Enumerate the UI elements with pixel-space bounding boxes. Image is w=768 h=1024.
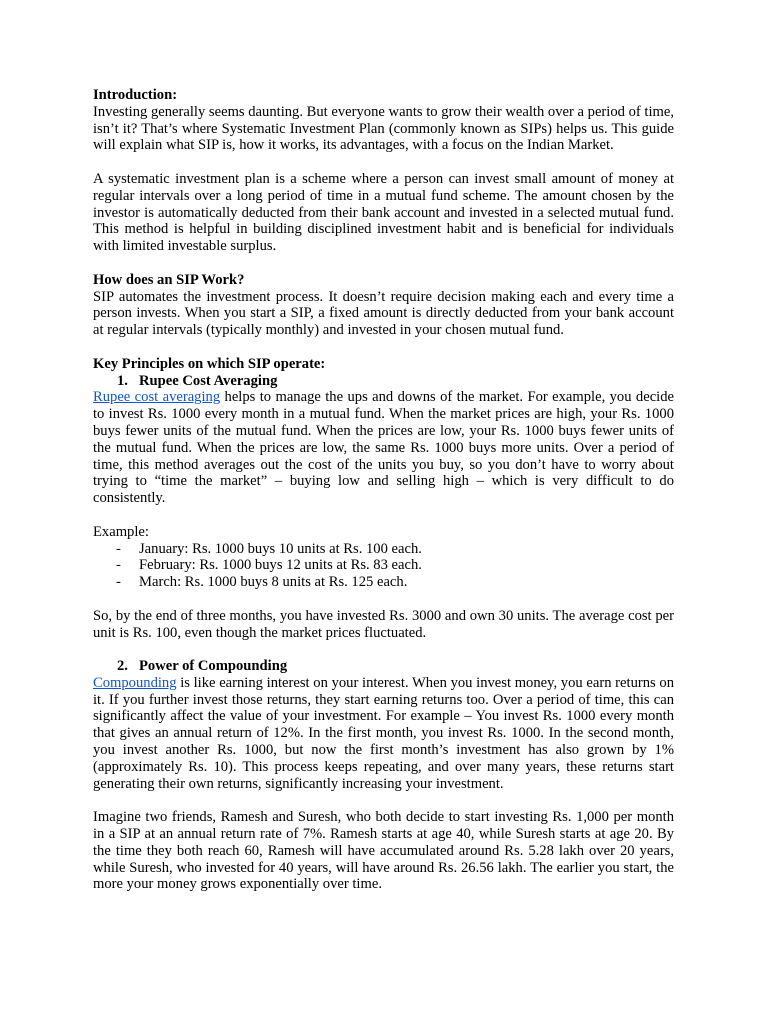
rca-paragraph xyxy=(93,389,674,507)
compounding-number: 2. xyxy=(117,658,128,675)
compounding-title: Power of Compounding xyxy=(139,658,288,675)
spacer xyxy=(93,792,674,809)
rca-summary: So, by the end of three months, you have invested Rs. 3000 and own 30 units. The average cost per unit is Rs. 100, even though the market prices fluctuated. xyxy=(93,607,674,641)
spacer xyxy=(93,154,674,171)
document-page xyxy=(93,87,674,893)
example-list xyxy=(93,541,674,591)
dash-bullet: - xyxy=(116,540,121,557)
rupee-cost-averaging-link[interactable]: Rupee cost averaging xyxy=(93,389,221,406)
example-text: March: Rs. 1000 buys 8 units at Rs. 125 each. xyxy=(139,574,408,591)
spacer xyxy=(93,339,674,356)
dash-bullet: - xyxy=(116,574,121,591)
rca-title: Rupee Cost Averaging xyxy=(139,372,278,389)
rca-number: 1. xyxy=(117,372,128,389)
spacer xyxy=(93,591,674,608)
list-item xyxy=(93,541,674,558)
example-label: Example: xyxy=(93,523,149,540)
dash-bullet: - xyxy=(116,557,121,574)
spacer xyxy=(93,507,674,524)
rca-heading xyxy=(93,373,674,390)
intro-heading: Introduction: xyxy=(93,87,178,103)
compounding-example-paragraph: Imagine two friends, Ramesh and Suresh, who both decide to start investing Rs. 1,000 per month in a SIP at an annual return rate of 7%. Ramesh starts at age 40, while Suresh starts at age 20. By the time they both reach 60, Ramesh will have accumulated around Rs. 5.28 lakh over 20 years, while Suresh, who invested for 40 years, will have around Rs. 26.56 lakh. The earlier you start, the more your money grows exponentially over time. xyxy=(93,809,674,893)
spacer xyxy=(93,641,674,658)
principles-heading: Key Principles on which SIP operate: xyxy=(93,355,326,372)
intro-paragraph-1: Investing generally seems daunting. But everyone wants to grow their wealth over a period of time, isn’t it? That’s where Systematic Investment Plan (commonly known as SIPs) helps us. This guide will explain what SIP is, how it works, its advantages, with a focus on the Indian Market. xyxy=(93,103,674,154)
list-item xyxy=(93,574,674,591)
rca-paragraph-text: helps to manage the ups and downs of the market. For example, you decide to invest Rs. 1000 every month in a mutual fund. When the market prices are high, your Rs. 1000 buys fewer units of the mutual fund. When the prices are low, your Rs. 1000 buys fewer units of the mutual fund. When the prices are low, the same Rs. 1000 buys more units. Over a period of time, this method averages out the cost of the units you buy, so you don’t have to worry about trying to “time the market” – buying low and selling high – which is very difficult to do consistently. xyxy=(93,389,674,507)
compounding-paragraph-text: is like earning interest on your interest. When you invest money, you earn returns on it. If you further invest those returns, they start earning returns too. Over a period of time, this can significantly affect the value of your investment. For example – You invest Rs. 1000 every month that gives an annual return of 12%. In the first month, you invest Rs. 1000. In the second month, you invest another Rs. 1000, but now the first month’s investment has also grown by 1% (approximately Rs. 10). This process keeps repeating, and over many years, these returns start generating their own returns, significantly increasing your investment. xyxy=(93,674,674,792)
intro-paragraph-2: A systematic investment plan is a scheme where a person can invest small amount of money at regular intervals over a long period of time in a mutual fund scheme. The amount chosen by the investor is automatically deducted from their bank account and invested in a selected mutual fund. This method is helpful in building disciplined investment habit and is beneficial for individuals with limited investable surplus. xyxy=(93,170,674,255)
how-heading: How does an SIP Work? xyxy=(93,271,245,288)
compounding-heading xyxy=(93,658,674,675)
spacer xyxy=(93,255,674,272)
example-text: January: Rs. 1000 buys 10 units at Rs. 100 each. xyxy=(139,540,422,557)
example-text: February: Rs. 1000 buys 12 units at Rs. 83 each. xyxy=(139,557,422,574)
how-paragraph: SIP automates the investment process. It doesn’t require decision making each and every time a person invests. When you start a SIP, a fixed amount is directly deducted from your bank account at regular intervals (typically monthly) and invested in your chosen mutual fund. xyxy=(93,288,674,339)
list-item xyxy=(93,557,674,574)
compounding-paragraph xyxy=(93,675,674,793)
compounding-link[interactable]: Compounding xyxy=(93,674,177,691)
